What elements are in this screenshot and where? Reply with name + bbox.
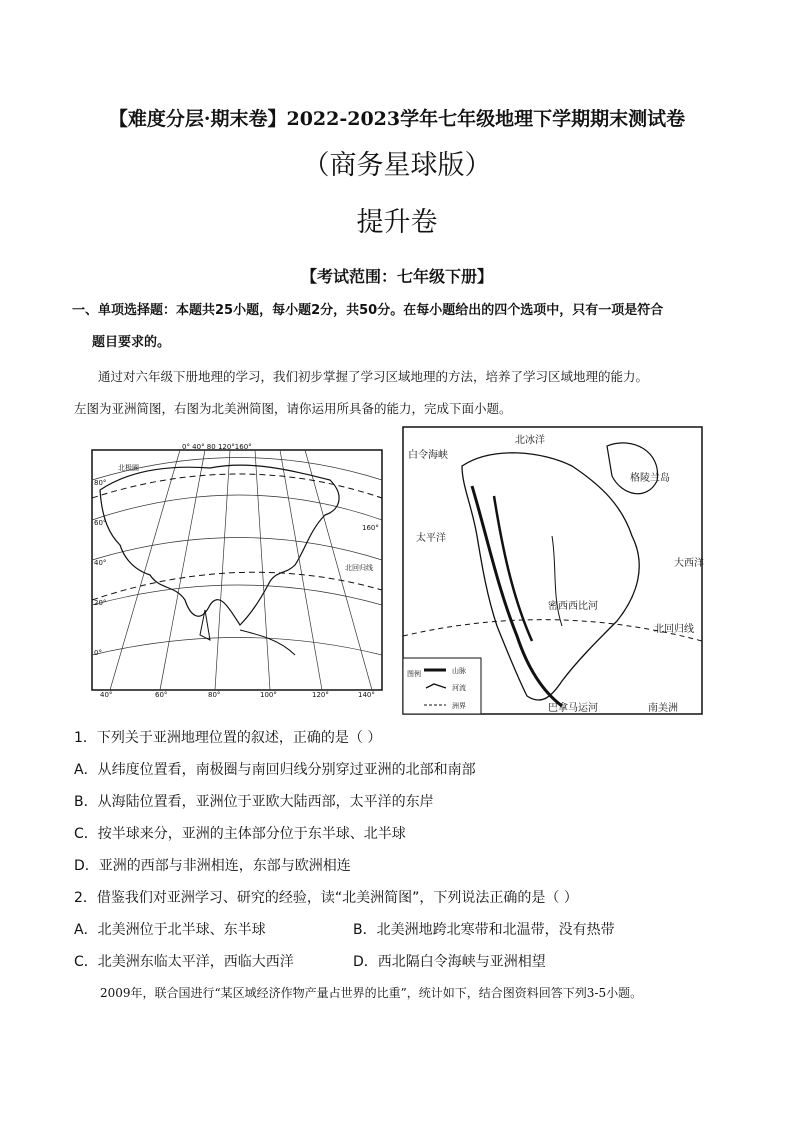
asia-lat-60: 60° (94, 519, 107, 527)
asia-lat-40: 40° (94, 559, 107, 567)
q1-stem: 1．下列关于亚洲地理位置的叙述，正确的是（ ） (74, 730, 382, 746)
asia-right-label: 160° (362, 524, 379, 532)
q2-option-c[interactable]: C．北美洲东临太平洋，西临大西洋 (74, 954, 294, 970)
edition-subtitle: （商务星球版） (302, 150, 492, 181)
legend-title: 图例 (407, 670, 421, 678)
level-subtitle: 提升卷 (356, 207, 438, 238)
asia-top-labels: 0° 40° 80 120°160° (182, 443, 252, 451)
asia-lon-60: 60° (155, 691, 168, 699)
q2-stem: 2．借鉴我们对亚洲学习、研究的经验，读“北美洲简图”，下列说法正确的是（ ） (74, 890, 578, 906)
asia-lon-140: 140° (358, 691, 375, 699)
na-panama-label: 巴拿马运河 (548, 703, 598, 714)
na-legend (403, 658, 481, 714)
asia-lon-80: 80° (208, 691, 221, 699)
section-heading-line1: 一、单项选择题：本题共25小题，每小题2分，共50分。在每小题给出的四个选项中，只有一项是符合 (72, 303, 664, 318)
asia-map-svg (90, 440, 390, 700)
q1-option-d[interactable]: D．亚洲的西部与非洲相连，东部与欧洲相连 (74, 858, 351, 874)
q2-option-b[interactable]: B．北美洲地跨北寒带和北温带，没有热带 (353, 922, 615, 938)
asia-tropic-label: 北回归线 (345, 564, 373, 572)
intro-line1: 通过对六年级下册地理的学习，我们初步掌握了学习区域地理的方法，培养了学习区域地理的能力。 (98, 369, 649, 384)
q1-option-b[interactable]: B．从海陆位置看，亚洲位于亚欧大陆西部，太平洋的东岸 (74, 794, 434, 810)
north-america-map (402, 426, 704, 716)
q1-option-c[interactable]: C．按半球来分，亚洲的主体部分位于东半球、北半球 (74, 826, 406, 842)
na-greenland-label: 格陵兰岛 (630, 473, 670, 484)
asia-map (90, 440, 390, 700)
q2-option-d[interactable]: D．西北隔白令海峡与亚洲相望 (353, 954, 546, 970)
na-atlantic-label: 大西洋 (674, 558, 704, 569)
intro-line2: 左图为亚洲简图，右图为北美洲简图，请你运用所具备的能力，完成下面小题。 (74, 401, 512, 416)
footer-note: 2009年，联合国进行“某区域经济作物产量占世界的比重”，统计如下，结合图资料回答下列3-5小题。 (100, 986, 643, 1000)
asia-lon-100: 100° (260, 691, 277, 699)
asia-lon-40: 40° (100, 691, 113, 699)
na-tropic-label: 北回归线 (654, 624, 694, 635)
legend-boundary: 洲界 (452, 702, 466, 710)
asia-lon-120: 120° (312, 691, 329, 699)
legend-river: 河流 (452, 684, 466, 692)
q2-option-a[interactable]: A．北美洲位于北半球、东半球 (74, 922, 266, 938)
na-arctic-ocean-label: 北冰洋 (515, 435, 545, 446)
asia-lat-20: 20° (94, 599, 107, 607)
document-title: 【难度分层·期末卷】2022-2023学年七年级地理下学期期末测试卷 (108, 108, 686, 130)
north-america-map-svg (402, 426, 704, 716)
asia-lat-0: 0° (94, 649, 102, 657)
na-south-america-label: 南美洲 (648, 703, 678, 714)
asia-lat-80: 80° (94, 479, 107, 487)
exam-scope: 【考试范围：七年级下册】 (300, 267, 493, 286)
section-heading-line2: 题目要求的。 (92, 335, 171, 350)
na-mississippi-label: 密西西比河 (548, 601, 598, 612)
legend-mountain: 山脉 (452, 667, 466, 675)
q1-option-a[interactable]: A．从纬度位置看，南极圈与南回归线分别穿过亚洲的北部和南部 (74, 762, 476, 778)
asia-arctic-label: 北极圈 (118, 464, 139, 472)
na-pacific-label: 太平洋 (416, 533, 446, 544)
na-bering-label: 白令海峡 (408, 450, 448, 461)
